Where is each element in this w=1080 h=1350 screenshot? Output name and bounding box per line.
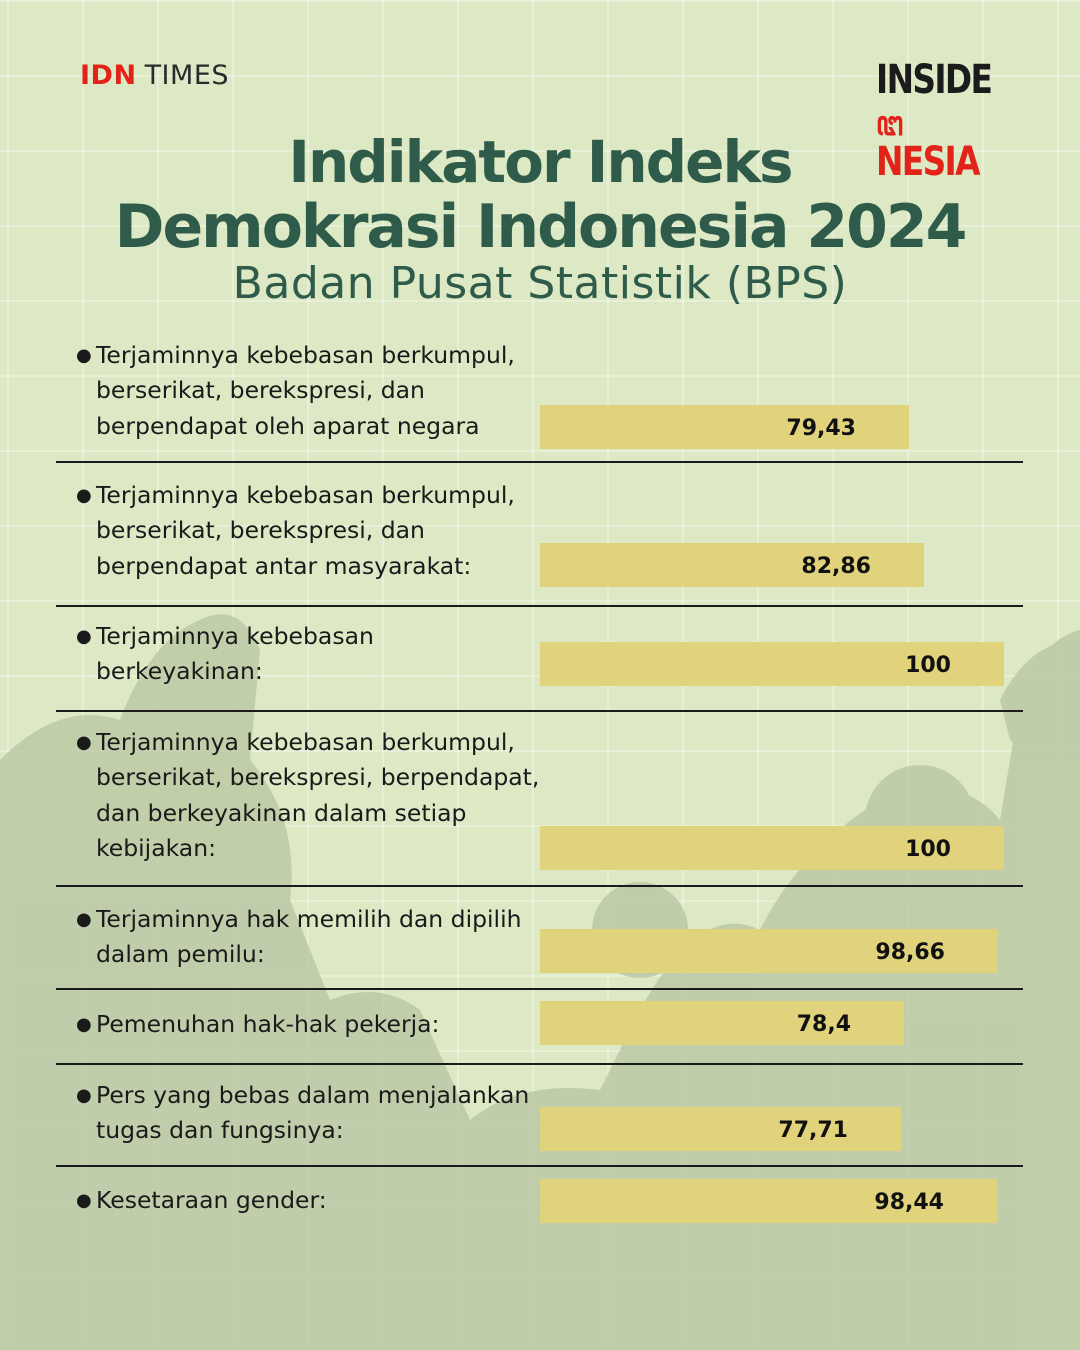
row-divider — [56, 710, 1023, 712]
indicator-label — [76, 338, 546, 444]
indicator-value-label: 100 — [905, 837, 951, 862]
idn-logo-suffix: TIMES — [144, 60, 230, 91]
indicator-label-text: Pemenuhan hak-hak pekerja: — [96, 1010, 440, 1038]
indicator-label — [76, 1183, 546, 1218]
javanese-glyph-icon: ꦔ — [876, 104, 902, 144]
indicator-value-label: 79,43 — [786, 416, 856, 441]
row-divider — [56, 461, 1023, 463]
insidenesia-logo-line2: NESIA — [876, 139, 979, 185]
indicator-label — [76, 1078, 546, 1149]
row-divider — [56, 988, 1023, 990]
indicator-value-label: 82,86 — [801, 554, 871, 579]
indicator-label — [76, 619, 546, 690]
indicator-label-text: Terjaminnya kebebasan berkeyakinan: — [96, 622, 374, 686]
row-divider — [56, 605, 1023, 607]
indicator-value-label: 98,44 — [874, 1190, 944, 1215]
insidenesia-logo-line1: INSIDE — [876, 57, 992, 103]
indicator-value-label: 78,4 — [796, 1012, 851, 1037]
row-divider — [56, 1063, 1023, 1065]
indicator-value-label: 77,71 — [778, 1118, 848, 1143]
idn-logo-brand: IDN — [80, 60, 137, 91]
chart-title-line2: Demokrasi Indonesia 2024 — [114, 192, 966, 262]
bullet-icon: ● — [76, 732, 92, 753]
indicator-label-text: Terjaminnya hak memilih dan dipilih dalam pemilu: — [96, 905, 522, 969]
row-divider — [56, 885, 1023, 887]
bullet-icon: ● — [76, 345, 92, 366]
chart-title-line1: Indikator Indeks — [288, 128, 792, 196]
indicator-label — [76, 1007, 546, 1042]
bullet-icon: ● — [76, 1014, 92, 1035]
bullet-icon: ● — [76, 1085, 92, 1106]
bullet-icon: ● — [76, 909, 92, 930]
indicator-value-label: 98,66 — [875, 940, 945, 965]
indicator-label — [76, 725, 546, 866]
indicator-label-text: Terjaminnya kebebasan berkumpul, berserikat, berekspresi, dan berpendapat oleh aparat negara — [96, 341, 515, 440]
bullet-icon: ● — [76, 1190, 92, 1211]
indicator-label-text: Pers yang bebas dalam menjalankan tugas dan fungsinya: — [96, 1081, 530, 1145]
row-divider — [56, 1165, 1023, 1167]
indicator-label-text: Terjaminnya kebebasan berkumpul, berserikat, berekspresi, dan berpendapat antar masyarakat: — [96, 481, 515, 580]
chart-subtitle: Badan Pusat Statistik (BPS) — [232, 258, 848, 309]
indicator-label-text: Terjaminnya kebebasan berkumpul, berserikat, berekspresi, berpendapat, dan berkeyakinan dalam setiap kebijakan: — [96, 728, 540, 862]
bullet-icon: ● — [76, 626, 92, 647]
indicator-label-text: Kesetaraan gender: — [96, 1186, 327, 1214]
indicator-label — [76, 902, 546, 973]
indicator-value-label: 100 — [905, 653, 951, 678]
indicator-label — [76, 478, 546, 584]
bullet-icon: ● — [76, 485, 92, 506]
